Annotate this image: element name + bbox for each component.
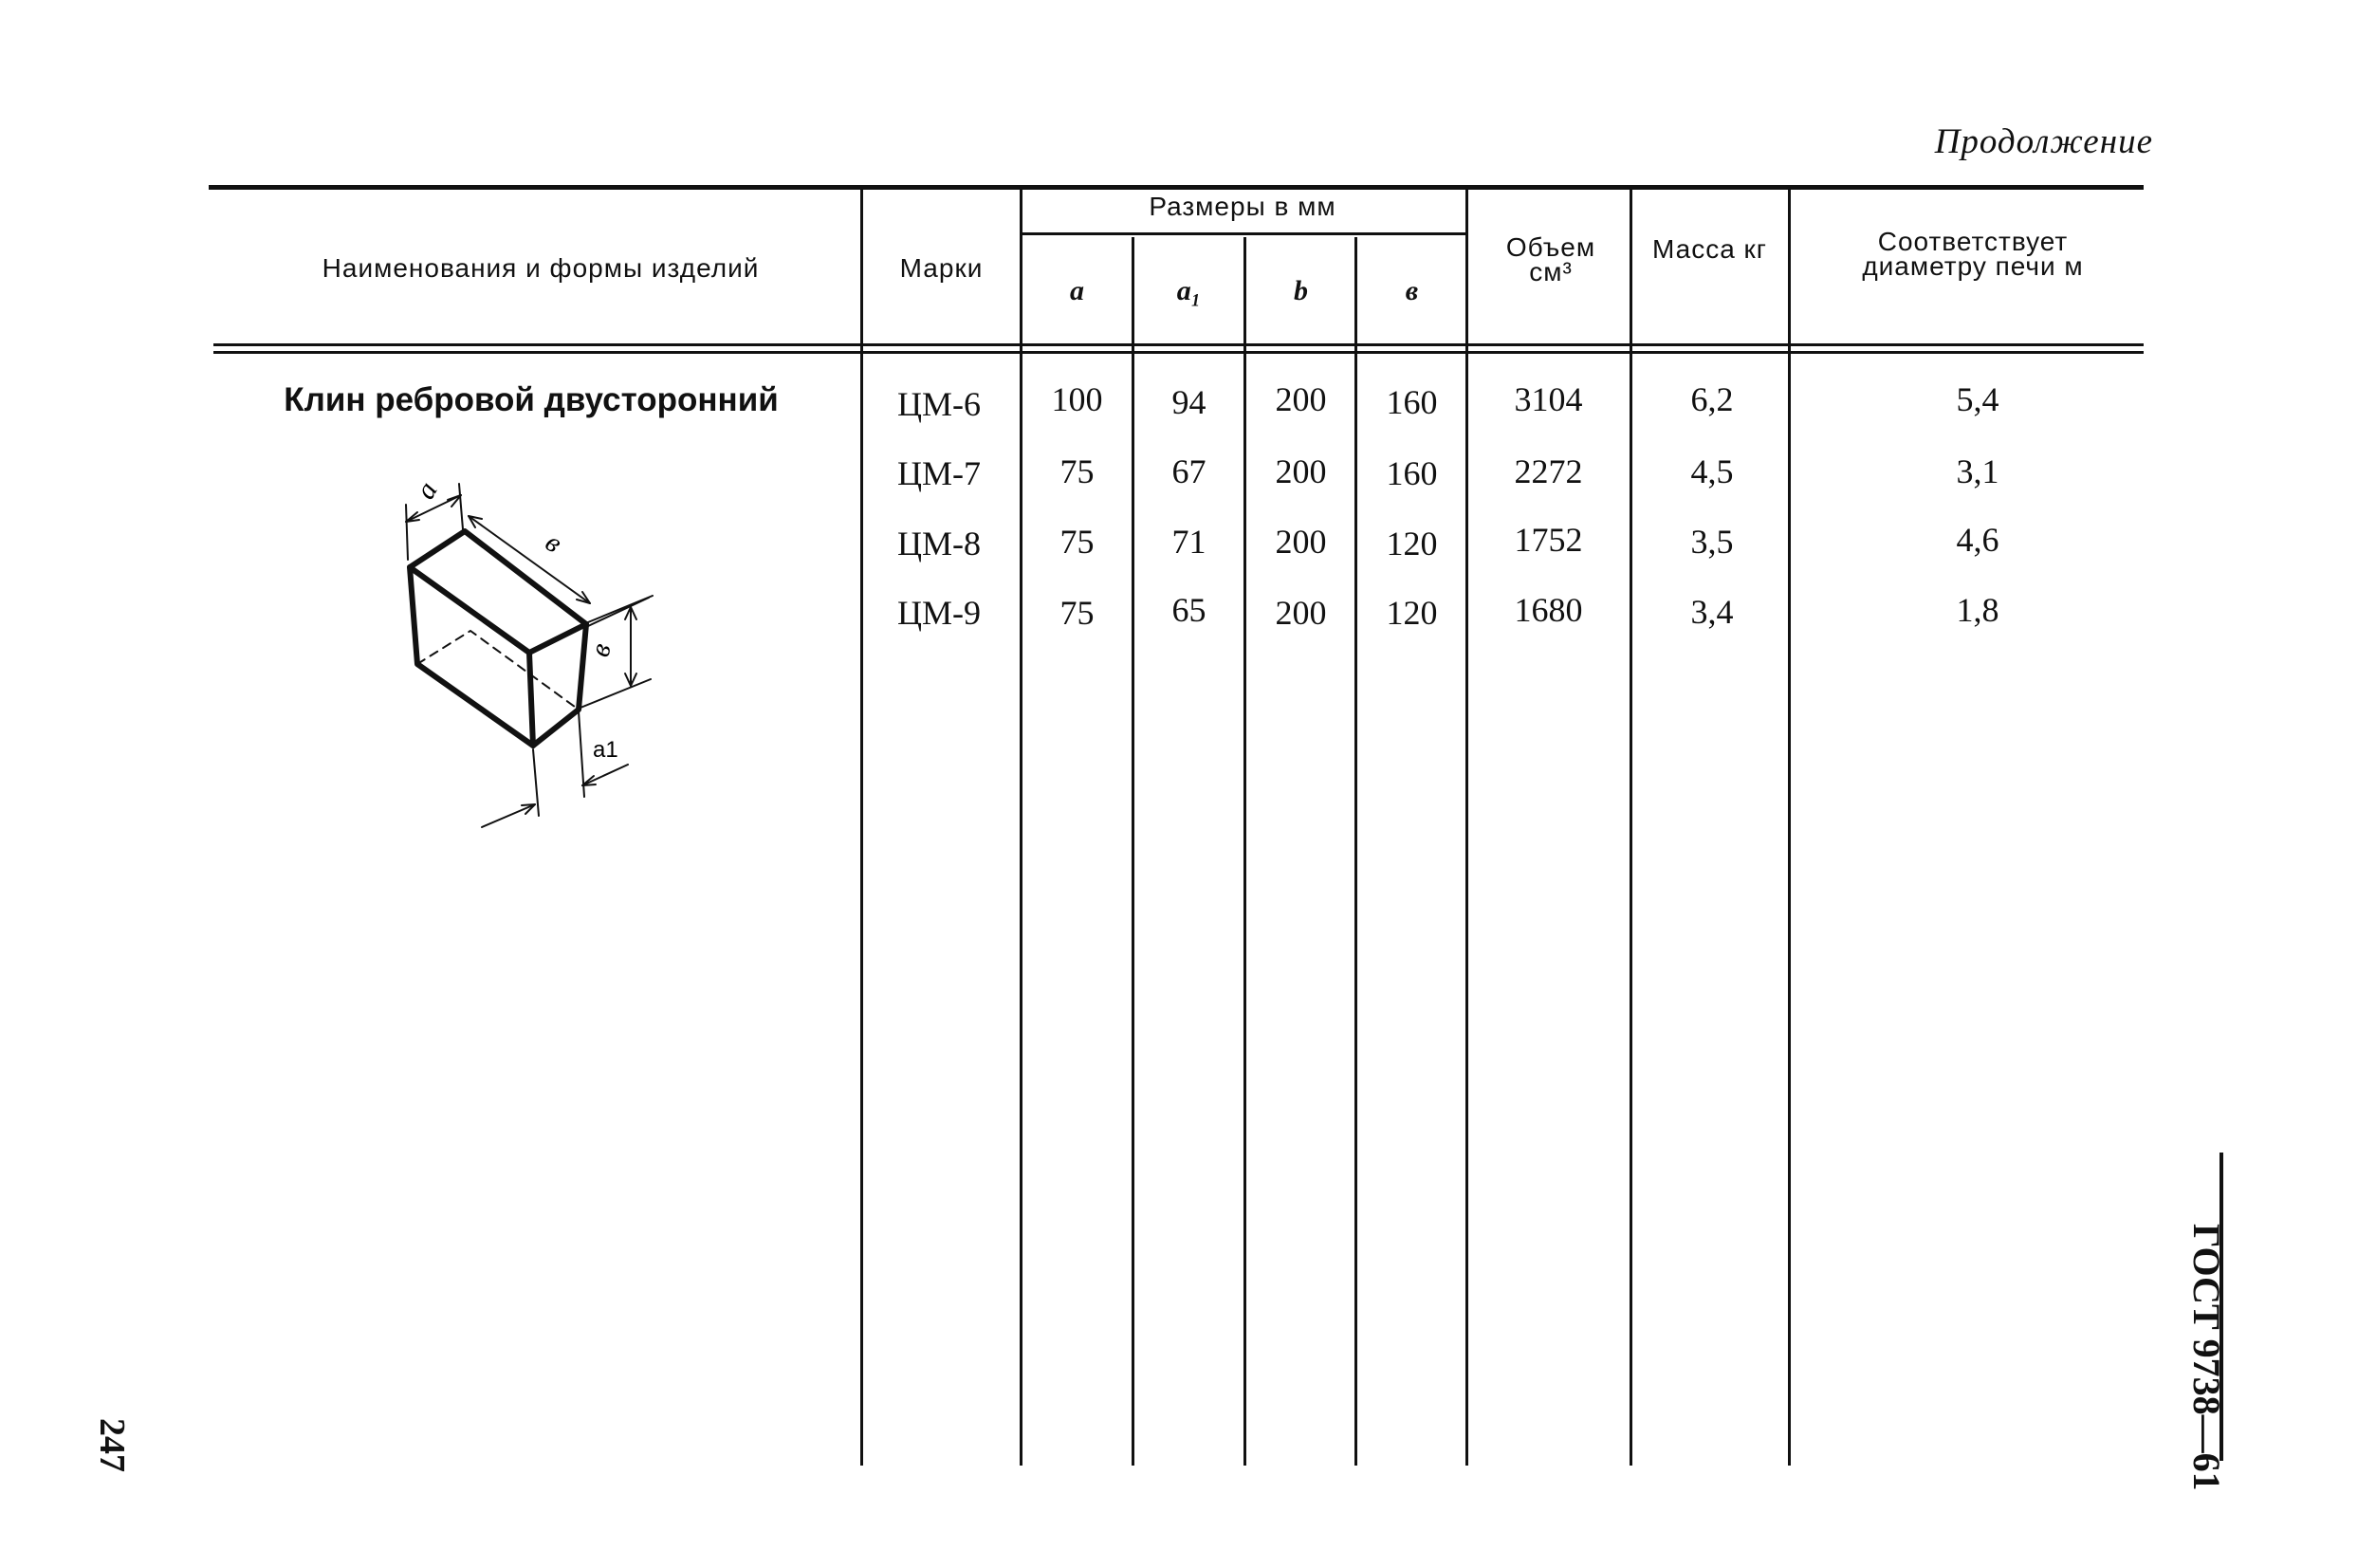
- cell-b: 200: [1275, 523, 1327, 561]
- cell-mark: ЦМ-9: [897, 594, 981, 632]
- standard-label: ГОСТ 9738—61: [2185, 1224, 2228, 1491]
- cell-mass: 3,5: [1690, 523, 1734, 561]
- cell-volume: 3104: [1514, 380, 1583, 418]
- col-line-8: [1788, 190, 1791, 1466]
- header-a: а: [1070, 275, 1084, 306]
- cell-diameter: 1,8: [1956, 591, 1999, 629]
- wedge-brick-diagram: [379, 455, 683, 854]
- fig-label-v: в: [583, 639, 617, 660]
- header-b: b: [1294, 275, 1308, 306]
- continuation-label: Продолжение: [1934, 122, 2153, 161]
- col-line-4: [1243, 237, 1246, 1466]
- dims-group-rule: [1020, 232, 1465, 235]
- cell-v: 120: [1386, 594, 1438, 632]
- cell-mass: 3,4: [1690, 593, 1734, 631]
- cell-diameter: 3,1: [1956, 452, 1999, 490]
- cell-mass: 6,2: [1690, 380, 1734, 418]
- cell-diameter: 4,6: [1956, 521, 1999, 559]
- header-bottom-rule: [213, 343, 2144, 346]
- cell-b: 200: [1275, 452, 1327, 490]
- cell-a: 75: [1059, 594, 1095, 632]
- section-title: Клин ребровой двусторонний: [284, 381, 779, 418]
- header-name: Наименования и формы изделий: [322, 253, 760, 283]
- header-mass: Масса кг: [1651, 234, 1768, 264]
- table-top-rule: [209, 185, 2144, 190]
- cell-volume: 1752: [1514, 521, 1583, 559]
- cell-v: 160: [1386, 454, 1438, 492]
- cell-diameter: 5,4: [1956, 380, 1999, 418]
- cell-volume: 2272: [1514, 452, 1583, 490]
- cell-a1: 67: [1171, 452, 1206, 490]
- cell-mark: ЦМ-8: [897, 525, 981, 563]
- header-v: в: [1405, 275, 1419, 306]
- header-bottom-rule-2: [213, 351, 2144, 354]
- cell-a: 75: [1059, 452, 1095, 490]
- header-dims-group: Размеры в мм: [1149, 192, 1336, 221]
- cell-v: 160: [1386, 383, 1438, 421]
- cell-a1: 71: [1171, 523, 1206, 561]
- cell-mass: 4,5: [1690, 452, 1734, 490]
- header-marks: Марки: [899, 253, 984, 283]
- cell-a1: 94: [1171, 383, 1206, 421]
- col-line-7: [1630, 190, 1632, 1466]
- fig-label-a1: а1: [593, 737, 618, 763]
- col-line-6: [1465, 190, 1468, 1466]
- fig-label-a: а: [409, 476, 444, 505]
- cell-a: 100: [1051, 380, 1103, 418]
- cell-volume: 1680: [1514, 591, 1583, 629]
- cell-mark: ЦМ-6: [897, 385, 981, 423]
- fig-label-b: в: [540, 526, 568, 560]
- cell-b: 200: [1275, 380, 1327, 418]
- header-volume: Объем см³: [1505, 232, 1596, 286]
- header-diameter: Соответствует диаметру печи м: [1862, 227, 2084, 281]
- page-number: 247: [92, 1418, 132, 1472]
- cell-a: 75: [1059, 523, 1095, 561]
- cell-a1: 65: [1171, 591, 1206, 629]
- header-a1: а₁: [1176, 275, 1202, 306]
- cell-v: 120: [1386, 525, 1438, 563]
- cell-mark: ЦМ-7: [897, 454, 981, 492]
- cell-b: 200: [1275, 594, 1327, 632]
